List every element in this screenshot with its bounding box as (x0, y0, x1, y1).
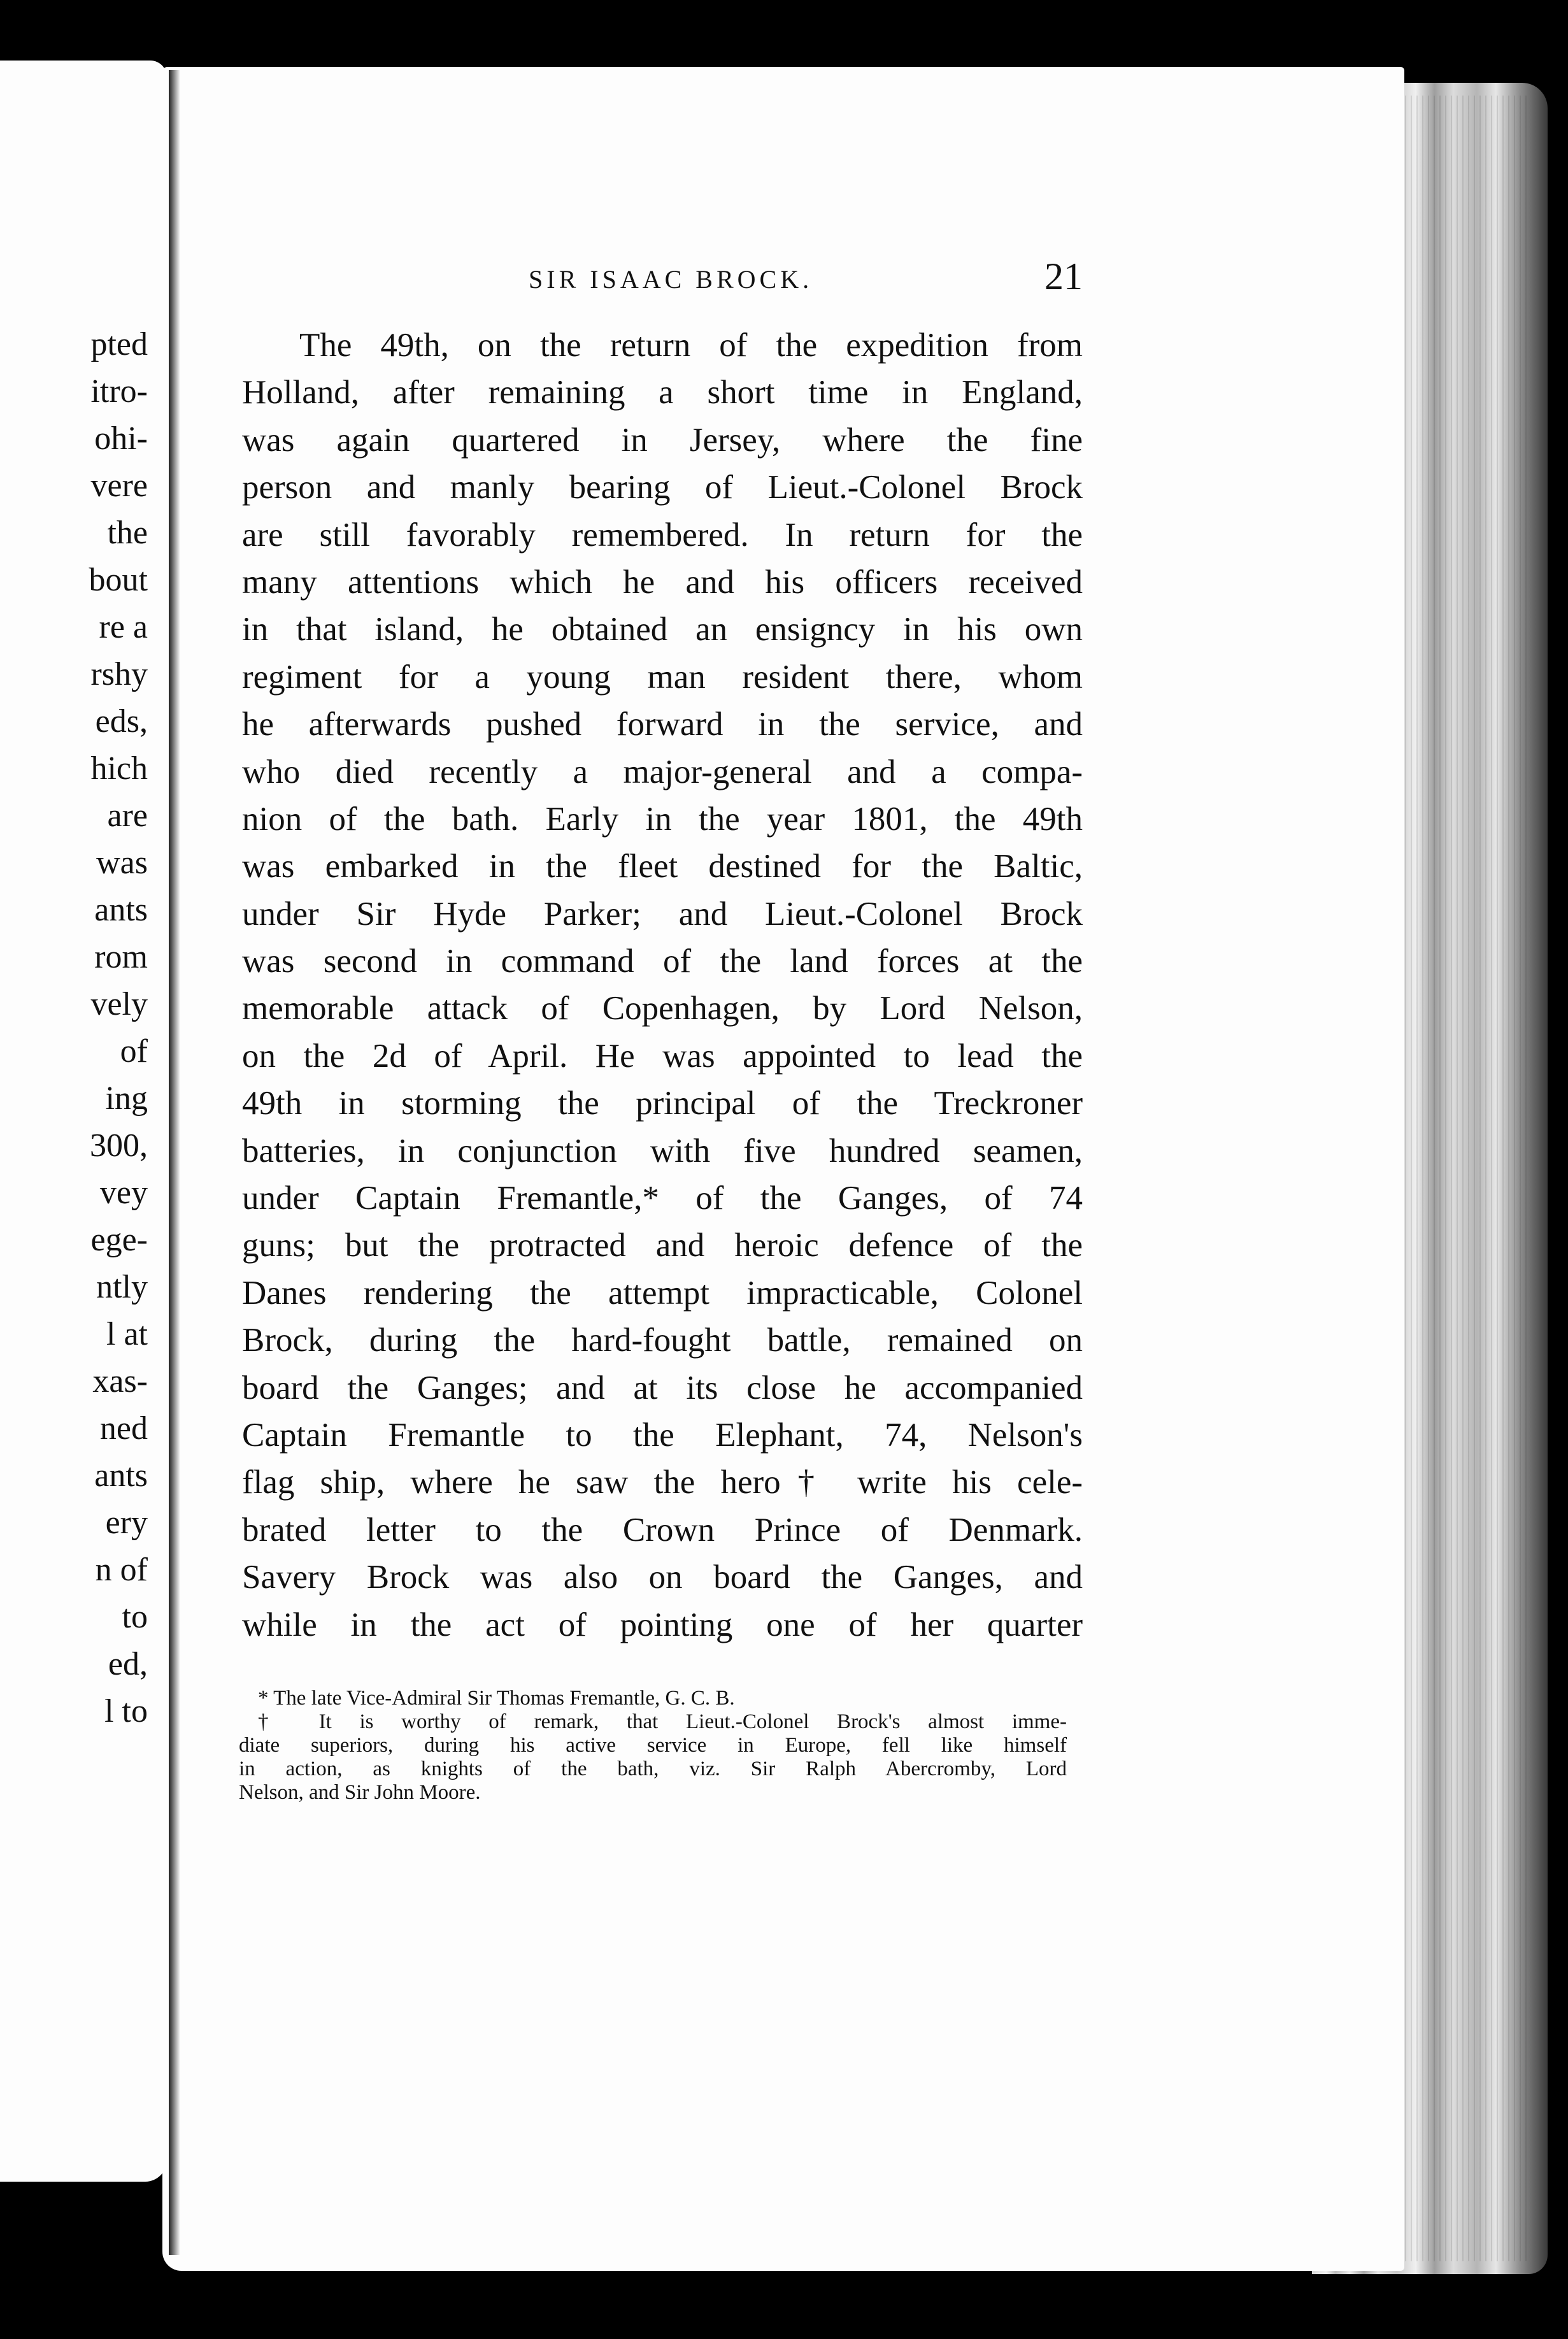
page-number: 21 (1044, 255, 1083, 297)
running-head: SIR ISAAC BROCK. (529, 265, 813, 294)
body-line: are still favorably remembered. In return for the (242, 516, 1083, 554)
left-page-line: pted (90, 326, 148, 362)
body-line: brated letter to the Crown Prince of Denmark. (242, 1511, 1083, 1549)
left-page-line: vere (90, 468, 148, 504)
footnote-line: * The late Vice-Admiral Sir Thomas Fremantle, G. C. B. (258, 1687, 735, 1710)
body-line: was again quartered in Jersey, where the fine (242, 421, 1083, 459)
body-line: Brock, during the hard-fought battle, remained on (242, 1322, 1083, 1359)
body-line: regiment for a young man resident there, whom (242, 658, 1083, 696)
body-line: was second in command of the land forces at the (242, 943, 1083, 980)
left-page-line: to (122, 1599, 148, 1635)
left-page-line: xas- (92, 1363, 148, 1399)
left-page-line: vey (99, 1175, 148, 1211)
body-line: flag ship, where he saw the hero† write his cele- (242, 1464, 1083, 1501)
footnotes (239, 1687, 1067, 1805)
body-line: on the 2d of April. He was appointed to lead the (242, 1037, 1083, 1075)
body-text (242, 322, 1083, 1649)
left-page-line: l to (104, 1693, 148, 1729)
left-page-line: ohi- (94, 420, 148, 457)
left-page-line: rom (94, 939, 148, 975)
left-page-line: n of (95, 1552, 148, 1588)
body-line: nion of the bath. Early in the year 1801, the 49th (242, 800, 1083, 838)
body-line: who died recently a major-general and a compa- (242, 753, 1083, 790)
body-line: 49th in storming the principal of the Treckroner (242, 1085, 1083, 1122)
footnote-line: in action, as knights of the bath, viz. Sir Ralph Abercromby, Lord (239, 1757, 1067, 1780)
left-page-line: hich (90, 750, 148, 787)
left-page-line: eds, (95, 703, 148, 740)
body-line: Captain Fremantle to the Elephant, 74, Nelson's (242, 1416, 1083, 1454)
footnote-line: † It is worthy of remark, that Lieut.-Colonel Brock's almost imme- (258, 1710, 1067, 1733)
body-line: Danes rendering the attempt impracticable, Colonel (242, 1274, 1083, 1312)
body-line: in that island, he obtained an ensigncy in his own (242, 611, 1083, 648)
body-line: The 49th, on the return of the expedition from (299, 327, 1083, 364)
left-page-line: ants (94, 1457, 148, 1494)
body-line: batteries, in conjunction with five hundred seamen, (242, 1132, 1083, 1170)
body-line: many attentions which he and his officers received (242, 563, 1083, 601)
left-page-line: bout (89, 562, 148, 598)
footnote-line: diate superiors, during his active service in Europe, fell like himself (239, 1734, 1067, 1757)
left-page-line: 300, (90, 1127, 148, 1164)
body-line: was embarked in the fleet destined for the Baltic, (242, 848, 1083, 885)
left-page-line: ntly (96, 1269, 148, 1305)
left-page-line: ants (94, 892, 148, 928)
body-line: guns; but the protracted and heroic defence of the (242, 1227, 1083, 1264)
body-line: under Sir Hyde Parker; and Lieut.-Colonel Brock (242, 895, 1083, 933)
left-page-line: re a (99, 609, 148, 645)
left-page-line: ing (105, 1080, 148, 1117)
body-line: board the Ganges; and at its close he accompanied (242, 1369, 1083, 1406)
left-page-line: of (120, 1033, 148, 1069)
body-line: person and manly bearing of Lieut.-Colonel Brock (242, 469, 1083, 506)
body-line: Holland, after remaining a short time in England, (242, 374, 1083, 411)
body-line: Savery Brock was also on board the Ganges, and (242, 1559, 1083, 1596)
left-page-line: ed, (108, 1646, 148, 1682)
previous-page-fragment (0, 61, 167, 2182)
gutter-shadow (169, 70, 180, 2255)
left-page-line: ege- (90, 1222, 148, 1258)
left-page-line: ned (99, 1410, 148, 1447)
body-line: under Captain Fremantle,* of the Ganges, of 74 (242, 1180, 1083, 1217)
left-page-line: l at (106, 1316, 148, 1352)
body-line: he afterwards pushed forward in the service, and (242, 706, 1083, 743)
body-line: while in the act of pointing one of her quarter (242, 1606, 1083, 1643)
left-page-line: vely (90, 986, 148, 1022)
left-page-line: was (96, 845, 148, 881)
left-page-line: rshy (90, 656, 148, 692)
left-page-line: are (107, 798, 148, 834)
left-page-line: the (107, 515, 148, 551)
body-line: memorable attack of Copenhagen, by Lord Nelson, (242, 990, 1083, 1027)
left-page-line: itro- (90, 373, 148, 410)
footnote-line: Nelson, and Sir John Moore. (239, 1781, 481, 1804)
left-page-line: ery (105, 1505, 148, 1541)
